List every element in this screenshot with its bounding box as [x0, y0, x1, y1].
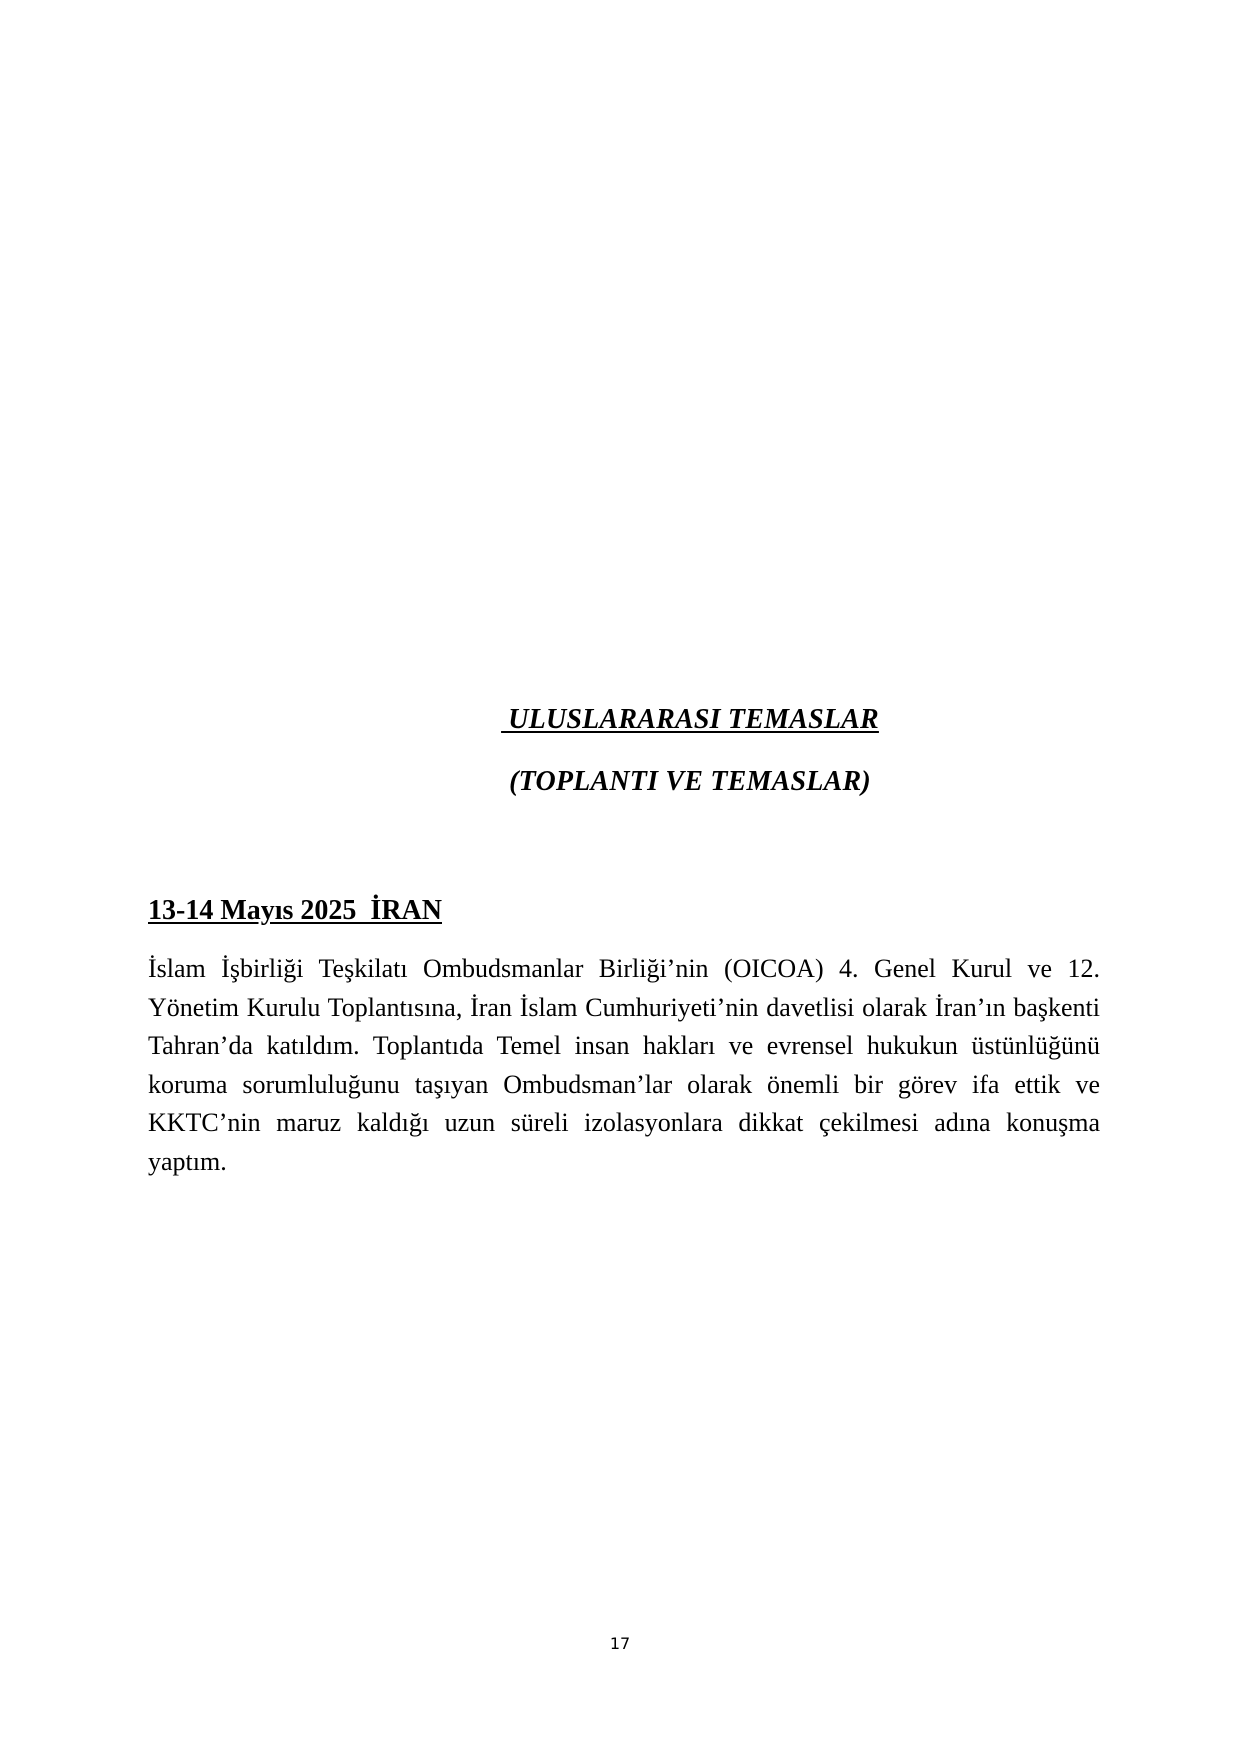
sub-title: (TOPLANTI VE TEMASLAR) — [509, 766, 871, 797]
section-heading: 13-14 Mayıs 2025 İRAN — [148, 895, 442, 926]
page-number: 17 — [609, 1634, 631, 1653]
main-title-text: ULUSLARARASI TEMASLAR — [501, 704, 879, 735]
section-paragraph: İslam İşbirliği Teşkilatı Ombudsmanlar Birliği’nin (OICOA) 4. Genel Kurul ve 12. Yönetim Kurulu Toplantısına, İran İslam Cumhuriyeti’nin davetlisi olarak İran’ın başkenti Tahran’da katıldım. Toplantıda Temel insan hakları ve evrensel hukukun üstünlüğünü koruma sorumluluğunu taşıyan Ombudsman’lar olarak önemli bir görev ifa ettik ve KKTC’nin maruz kaldığı uzun süreli izolasyonlara dikkat çekilmesi adına konuşma yaptım. — [148, 954, 1100, 1176]
main-title — [70, 704, 1240, 736]
